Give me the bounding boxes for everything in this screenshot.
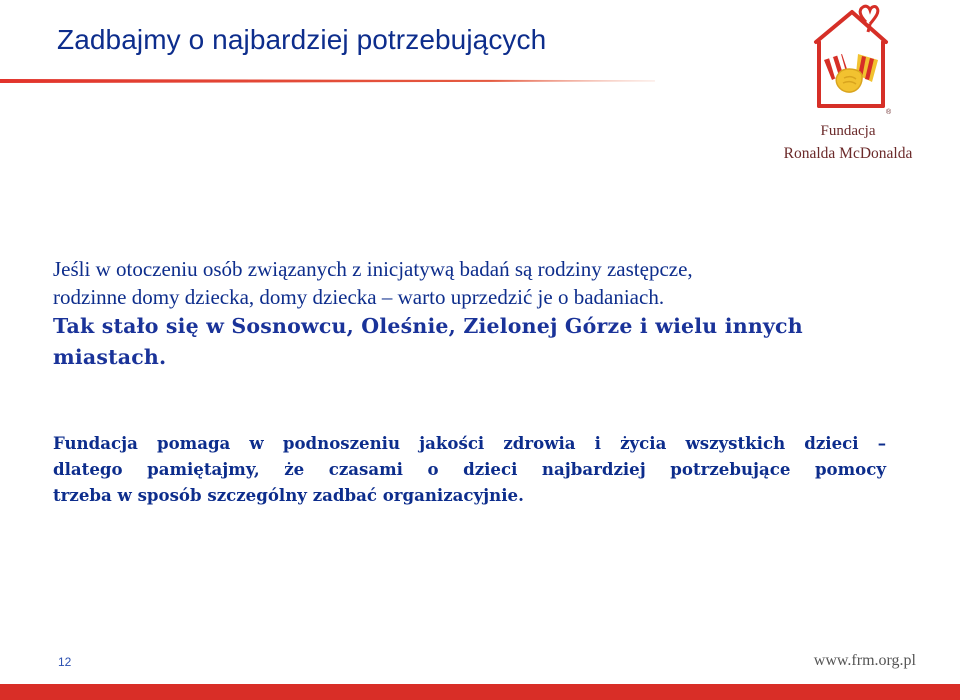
foundation-line-2: dlatego pamiętajmy, że czasami o dzieci najbardziej potrzebujące pomocy: [53, 459, 886, 479]
footer-bar: [0, 684, 960, 700]
foundation-line-1: Fundacja pomaga w podnoszeniu jakości zdrowia i życia wszystkich dzieci –: [53, 433, 886, 453]
foundation-paragraph: [53, 430, 903, 508]
website-url[interactable]: www.frm.org.pl: [813, 652, 916, 669]
foundation-line-3: trzeba w sposób szczególny zadbać organizacyjnie.: [53, 485, 524, 505]
title-underline: [0, 78, 655, 84]
registered-mark: ®: [886, 109, 892, 116]
foundation-logo: [772, 2, 924, 164]
intro-paragraph: [53, 255, 883, 373]
intro-line-1: Jeśli w otoczeniu osób związanych z inicjatywą badań są rodziny zastępcze,: [53, 257, 693, 281]
ronald-house-icon: [802, 2, 894, 118]
cities-statement: Tak stało się w Sosnowcu, Oleśnie, Zielonej Górze i wielu innych miastach.: [53, 314, 803, 369]
slide-title: Zadbajmy o najbardziej potrzebujących: [57, 24, 547, 55]
logo-line-1: Fundacja: [820, 123, 876, 139]
logo-line-2: Ronalda McDonalda: [783, 145, 913, 162]
page-number: 12: [58, 655, 72, 669]
intro-line-2: rodzinne domy dziecka, domy dziecka – warto uprzedzić je o badaniach.: [53, 285, 665, 309]
